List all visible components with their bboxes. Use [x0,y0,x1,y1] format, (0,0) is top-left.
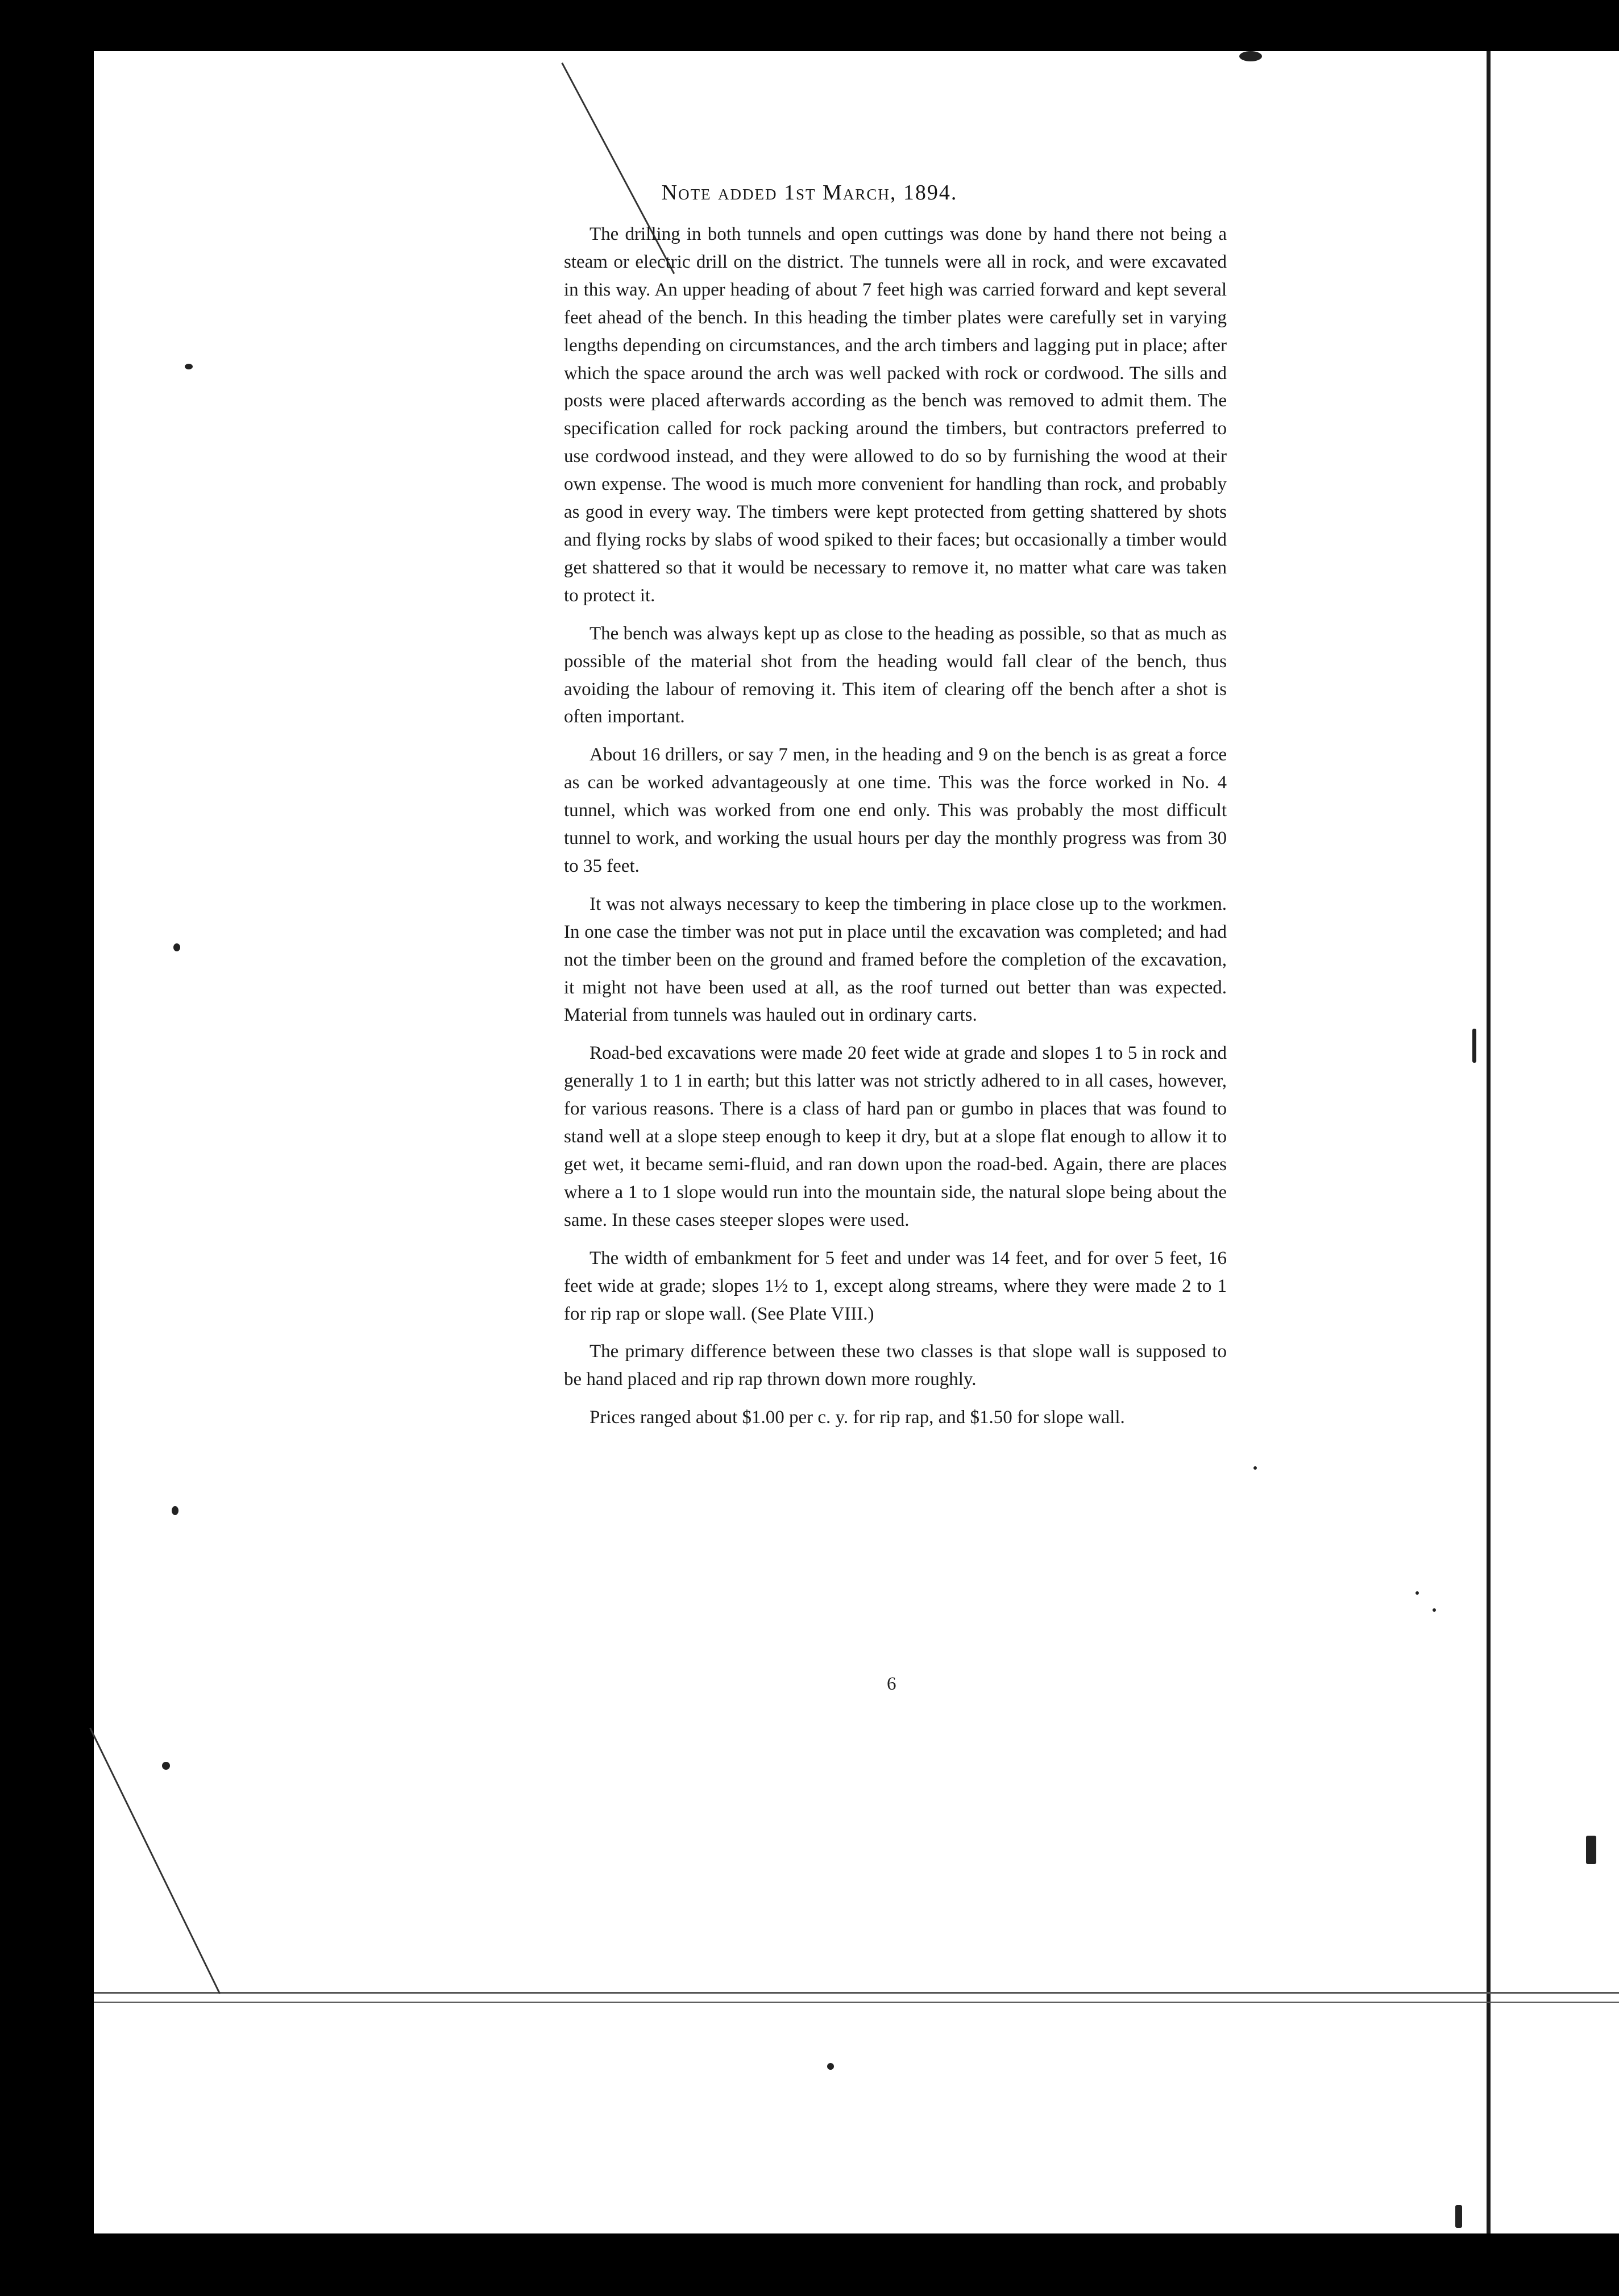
scan-rule-lower [94,2002,1619,2003]
scan-mark [1455,2205,1462,2228]
scan-mark [1586,1836,1596,1864]
paragraph: It was not always necessary to keep the timbering in place close up to the workmen. In one case the timber was not put in place until the excavation was completed; and had not the timber been on the ground and framed before the completion of the excavation, it might not have been used at all, as the roof turned out better than was expected. Material from tunnels was hauled out in ordinary carts. [564,893,1227,1026]
scan-blot [1239,51,1262,61]
scan-speck [173,943,180,951]
body-text [564,221,1227,1442]
scan-speck [162,1762,170,1770]
paragraph: About 16 drillers, or say 7 men, in the heading and 9 on the bench is as great a force as can be worked advantageously at one time. This was the force worked in No. 4 tunnel, which was worked from one end only. This was probably the most difficult tunnel to work, and working the usual hours per day the monthly progress was from 30 to 35 feet. [564,744,1227,876]
scan-speck [185,364,193,369]
page-fold-line [1487,51,1491,2233]
scan-speck [1253,1466,1257,1470]
scan-rule-upper [94,1992,1619,1994]
paragraph: The primary difference between these two classes is that slope wall is supposed to be hand placed and rip rap thrown down more roughly. [564,1341,1227,1390]
scan-speck [827,2063,834,2070]
scan-mark [1472,1029,1476,1063]
scan-speck [1415,1591,1419,1595]
page-title: Note added 1st March, 1894. [661,181,958,205]
paragraph: The drilling in both tunnels and open cuttings was done by hand there not being a steam or electric drill on the district. The tunnels were all in rock, and were excavated in this way. An upper heading of about 7 feet high was carried forward and kept several feet ahead of the bench. In this heading the timber plates were carefully set in varying lengths depending on circumstances, and the arch timbers and lagging put in place; after which the space around the arch was well packed with rock or cordwood. The sills and posts were placed afterwards according as the bench was removed to admit them. The specification called for rock packing around the timbers, but contractors preferred to use cordwood instead, and they were allowed to do so by furnishing the wood at their own expense. The wood is much more convenient for handling than rock, and probably as good in every way. The timbers were kept protected from getting shattered by shots and flying rocks by slabs of wood spiked to their faces; but occasionally a timber would get shattered so that it would be necessary to remove it, no matter what care was taken to protect it. [564,224,1227,606]
scan-speck [172,1506,178,1515]
scan-speck [1433,1608,1436,1612]
paragraph: Prices ranged about $1.00 per c. y. for rip rap, and $1.50 for slope wall. [590,1407,1125,1428]
paragraph: Road-bed excavations were made 20 feet wide at grade and slopes 1 to 5 in rock and generally 1 to 1 in earth; but this latter was not strictly adhered to in all cases, however, for various reasons. There is a class of hard pan or gumbo in places that was found to stand well at a slope steep enough to keep it dry, but at a slope flat enough to allow it to get wet, it became semi-fluid, and ran down upon the road-bed. Again, there are places where a 1 to 1 slope would run into the mountain side, the natural slope being about the same. In these cases steeper slopes were used. [564,1043,1227,1230]
paragraph: The bench was always kept up as close to the heading as possible, so that as much as possible of the material shot from the heading would fall clear of the bench, thus avoiding the labour of removing it. This item of clearing off the bench after a shot is often important. [564,623,1227,727]
page-number: 6 [887,1674,896,1694]
paragraph: The width of embankment for 5 feet and under was 14 feet, and for over 5 feet, 16 feet wide at grade; slopes 1½ to 1, except along streams, where they were made 2 to 1 for rip rap or slope wall. (See Plate VIII.) [564,1247,1227,1324]
